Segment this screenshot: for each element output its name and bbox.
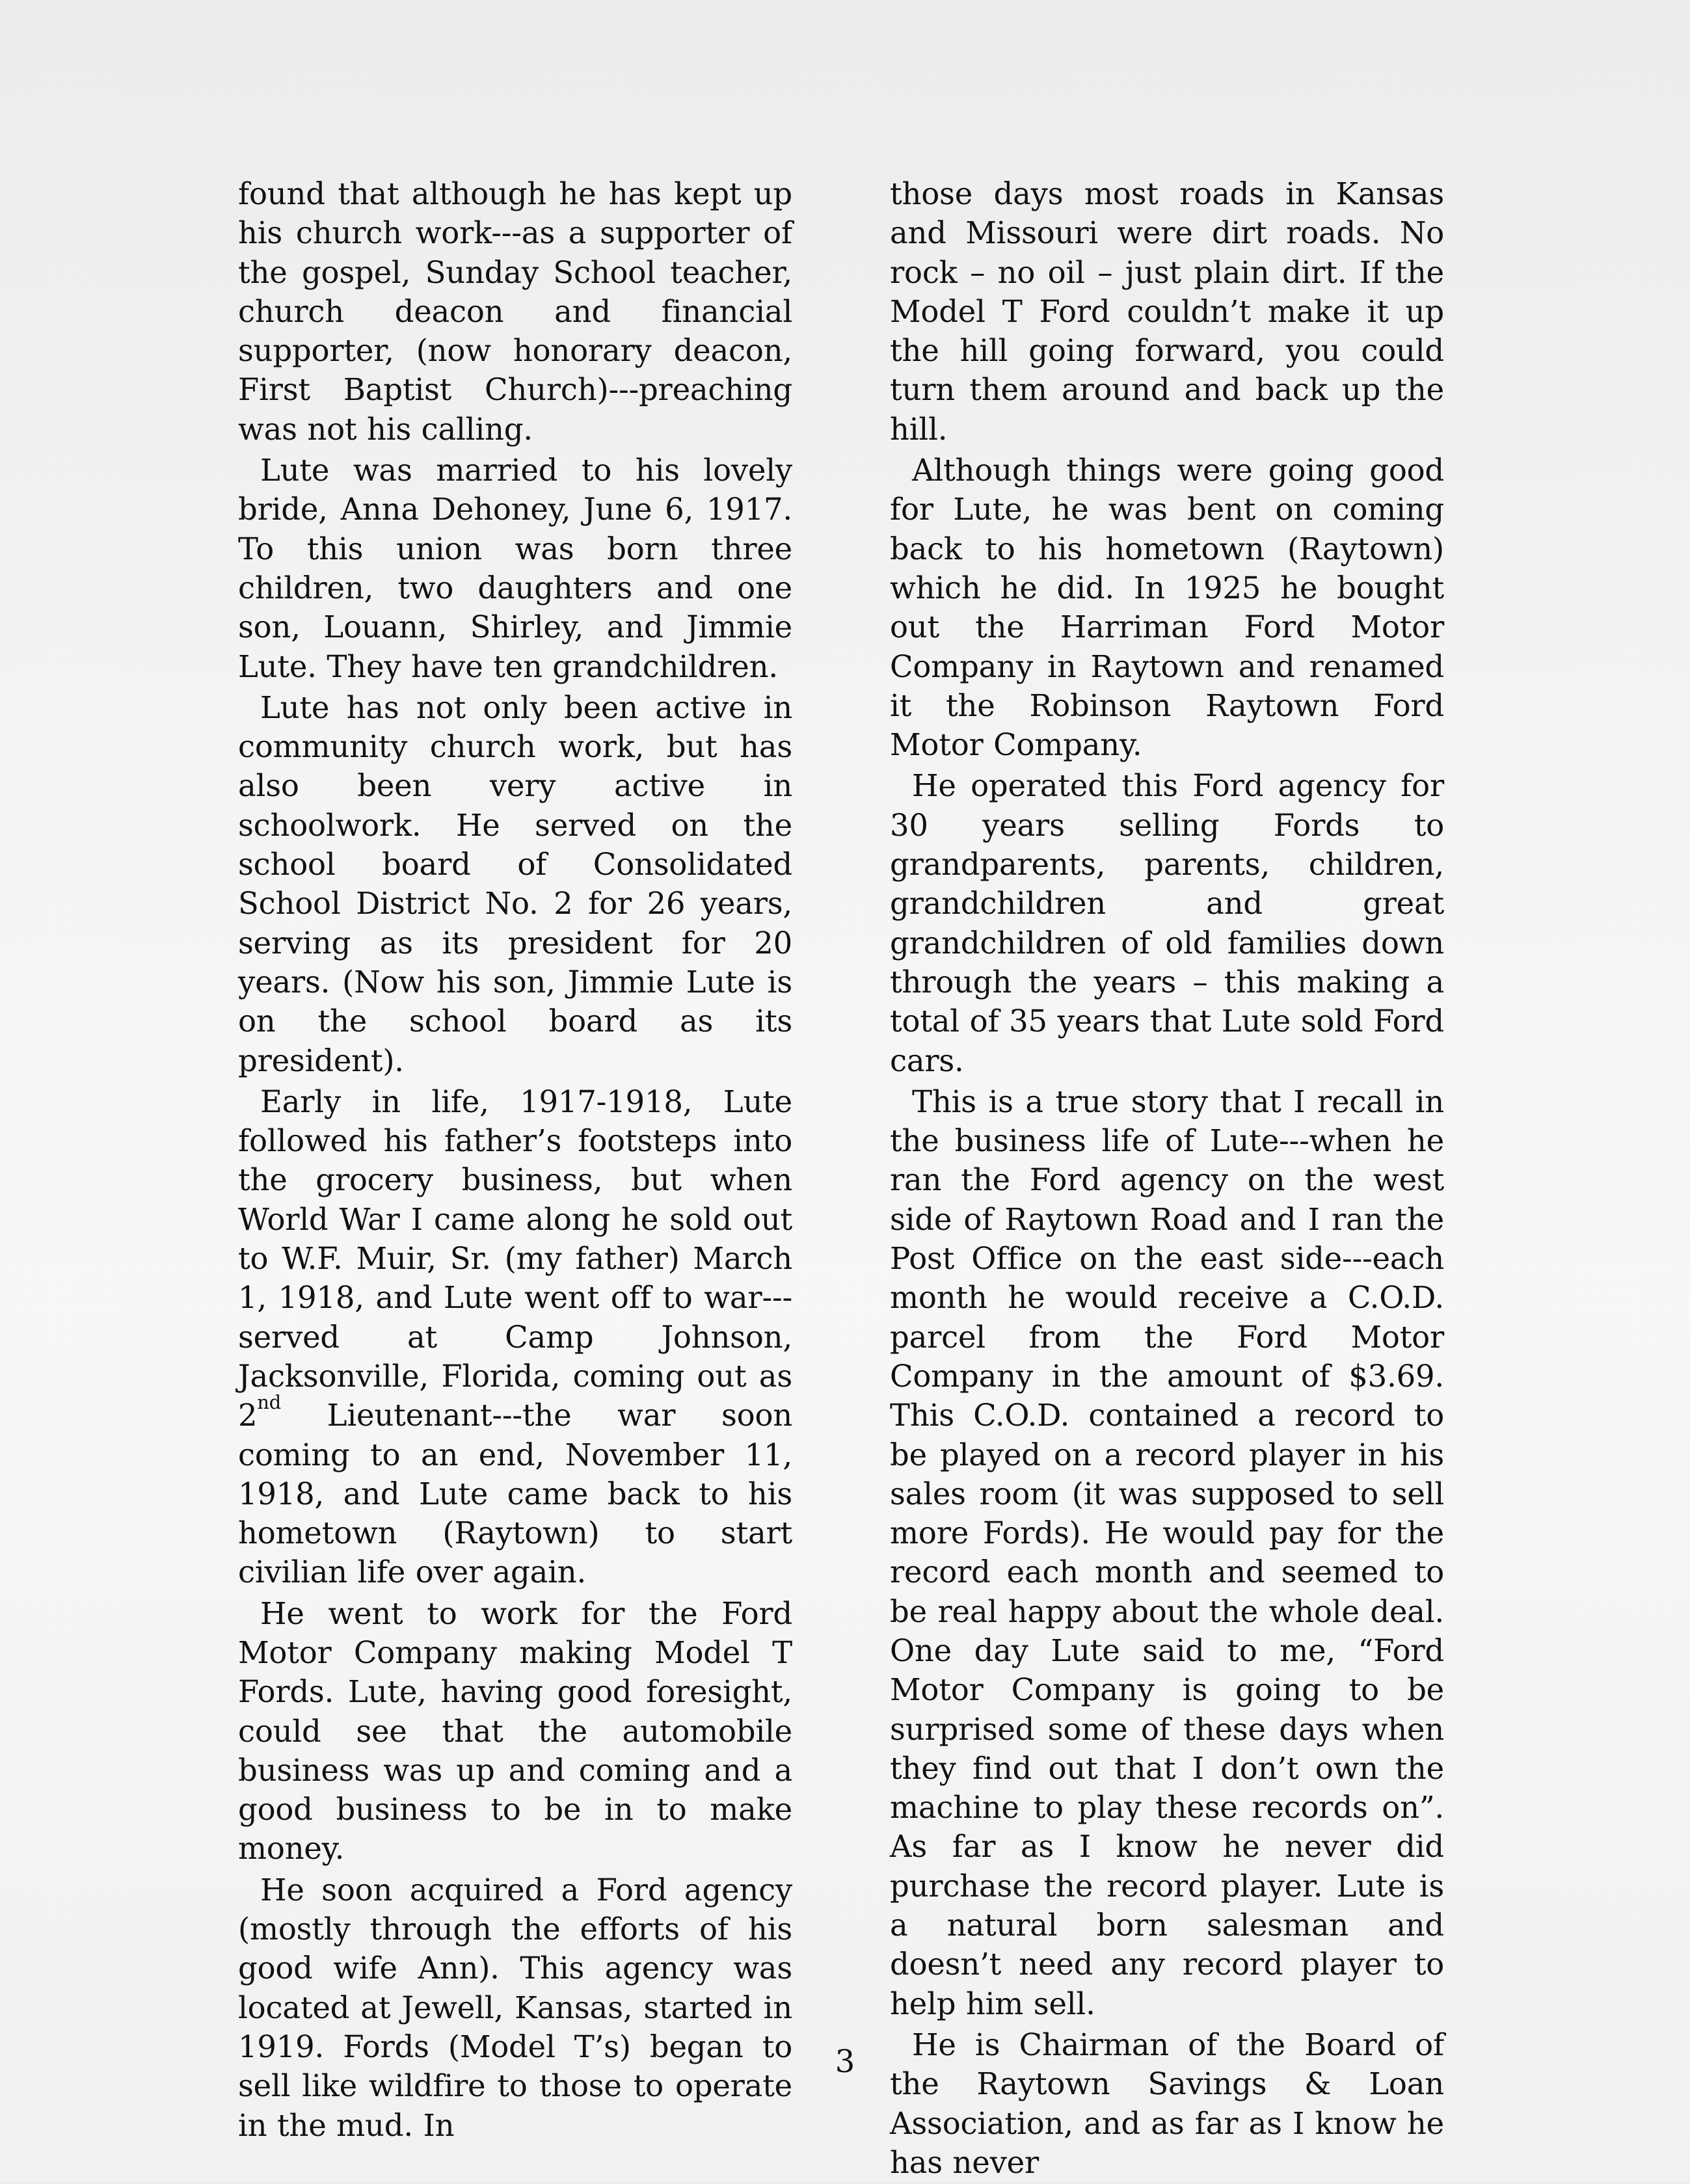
left-paragraph-2: Lute was married to his lovely bride, Anna Dehoney, June 6, 1917. To this union was born three children, two daughters and one son, Louann, Shirley, and Jimmie Lute. They have ten grandchildren. — [238, 453, 792, 684]
ordinal-suffix: nd — [257, 1391, 282, 1414]
right-paragraph-4: This is a true story that I recall in the business life of Lute---when he ran the Ford agency on the west side of Raytown Road and I ran the Post Office on the east side---each month he would receive a C.O.D. parcel from the Ford Motor Company in the amount of $3.69. This C.O.D. contained a record to be played on a record player in his sales room (it was supposed to sell more Fords). He would pay for the record each month and seemed to be real happy about the whole deal. One day Lute said to me, “Ford Motor Company is going to be surprised some of these days when they find out that I don’t own the machine to play these records on”. As far as I know he never did purchase the record player. Lute is a natural born salesman and doesn’t need any record player to help him sell. — [890, 1084, 1444, 2021]
left-paragraph-5: He went to work for the Ford Motor Company making Model T Fords. Lute, having good foresight, could see that the automobile business was up and coming and a good business to be in to make money. — [238, 1595, 792, 1867]
left-paragraph-4-text-a: Early in life, 1917-1918, Lute followed his father’s footsteps into the grocery business, but when World War I came along he sold out to W.F. Muir, Sr. (my father) March 1, 1918, and Lute went off to war---served at Camp Johnson, Jacksonville, Florida, coming out as 2 — [238, 1084, 792, 1433]
right-paragraph-2: Although things were going good for Lute, he was bent on coming back to his hometown (Raytown) which he did. In 1925 he bought out the Harriman Ford Motor Company in Raytown and renamed it the Robinson Raytown Ford Motor Company. — [890, 453, 1444, 763]
left-paragraph-4 — [238, 1082, 792, 1592]
right-paragraph-1: those days most roads in Kansas and Missouri were dirt roads. No rock – no oil – just plain dirt. If the Model T Ford couldn’t make it up the hill going forward, you could turn them around and back up the hill. — [890, 176, 1444, 447]
left-paragraph-6: He soon acquired a Ford agency (mostly through the efforts of his good wife Ann). This agency was located at Jewell, Kansas, started in 1919. Fords (Model T’s) began to sell like wildfire to those to operate in the mud. In — [238, 1872, 792, 2143]
left-paragraph-1: found that although he has kept up his church work---as a supporter of the gospel, Sunday School teacher, church deacon and financial supporter, (now honorary deacon, First Baptist Church)---preaching was not his calling. — [238, 176, 792, 447]
left-paragraph-4-text-b: Lieutenant---the war soon coming to an end, November 11, 1918, and Lute came back to his hometown (Raytown) to start civilian life over again. — [238, 1398, 792, 1590]
page-number: 3 — [835, 2044, 855, 2080]
left-text-column — [238, 174, 792, 2147]
right-paragraph-5: He is Chairman of the Board of the Raytown Savings & Loan Association, and as far as I know he has never — [890, 2027, 1444, 2180]
right-text-column — [890, 174, 1444, 2184]
right-paragraph-3: He operated this Ford agency for 30 years selling Fords to grandparents, parents, children, grandchildren and great grandchildren of old families down through the years – this making a total of 35 years that Lute sold Ford cars. — [890, 768, 1444, 1078]
left-paragraph-3: Lute has not only been active in community church work, but has also been very active in schoolwork. He served on the school board of Consolidated School District No. 2 for 26 years, serving as its president for 20 years. (Now his son, Jimmie Lute is on the school board as its president). — [238, 689, 792, 1078]
